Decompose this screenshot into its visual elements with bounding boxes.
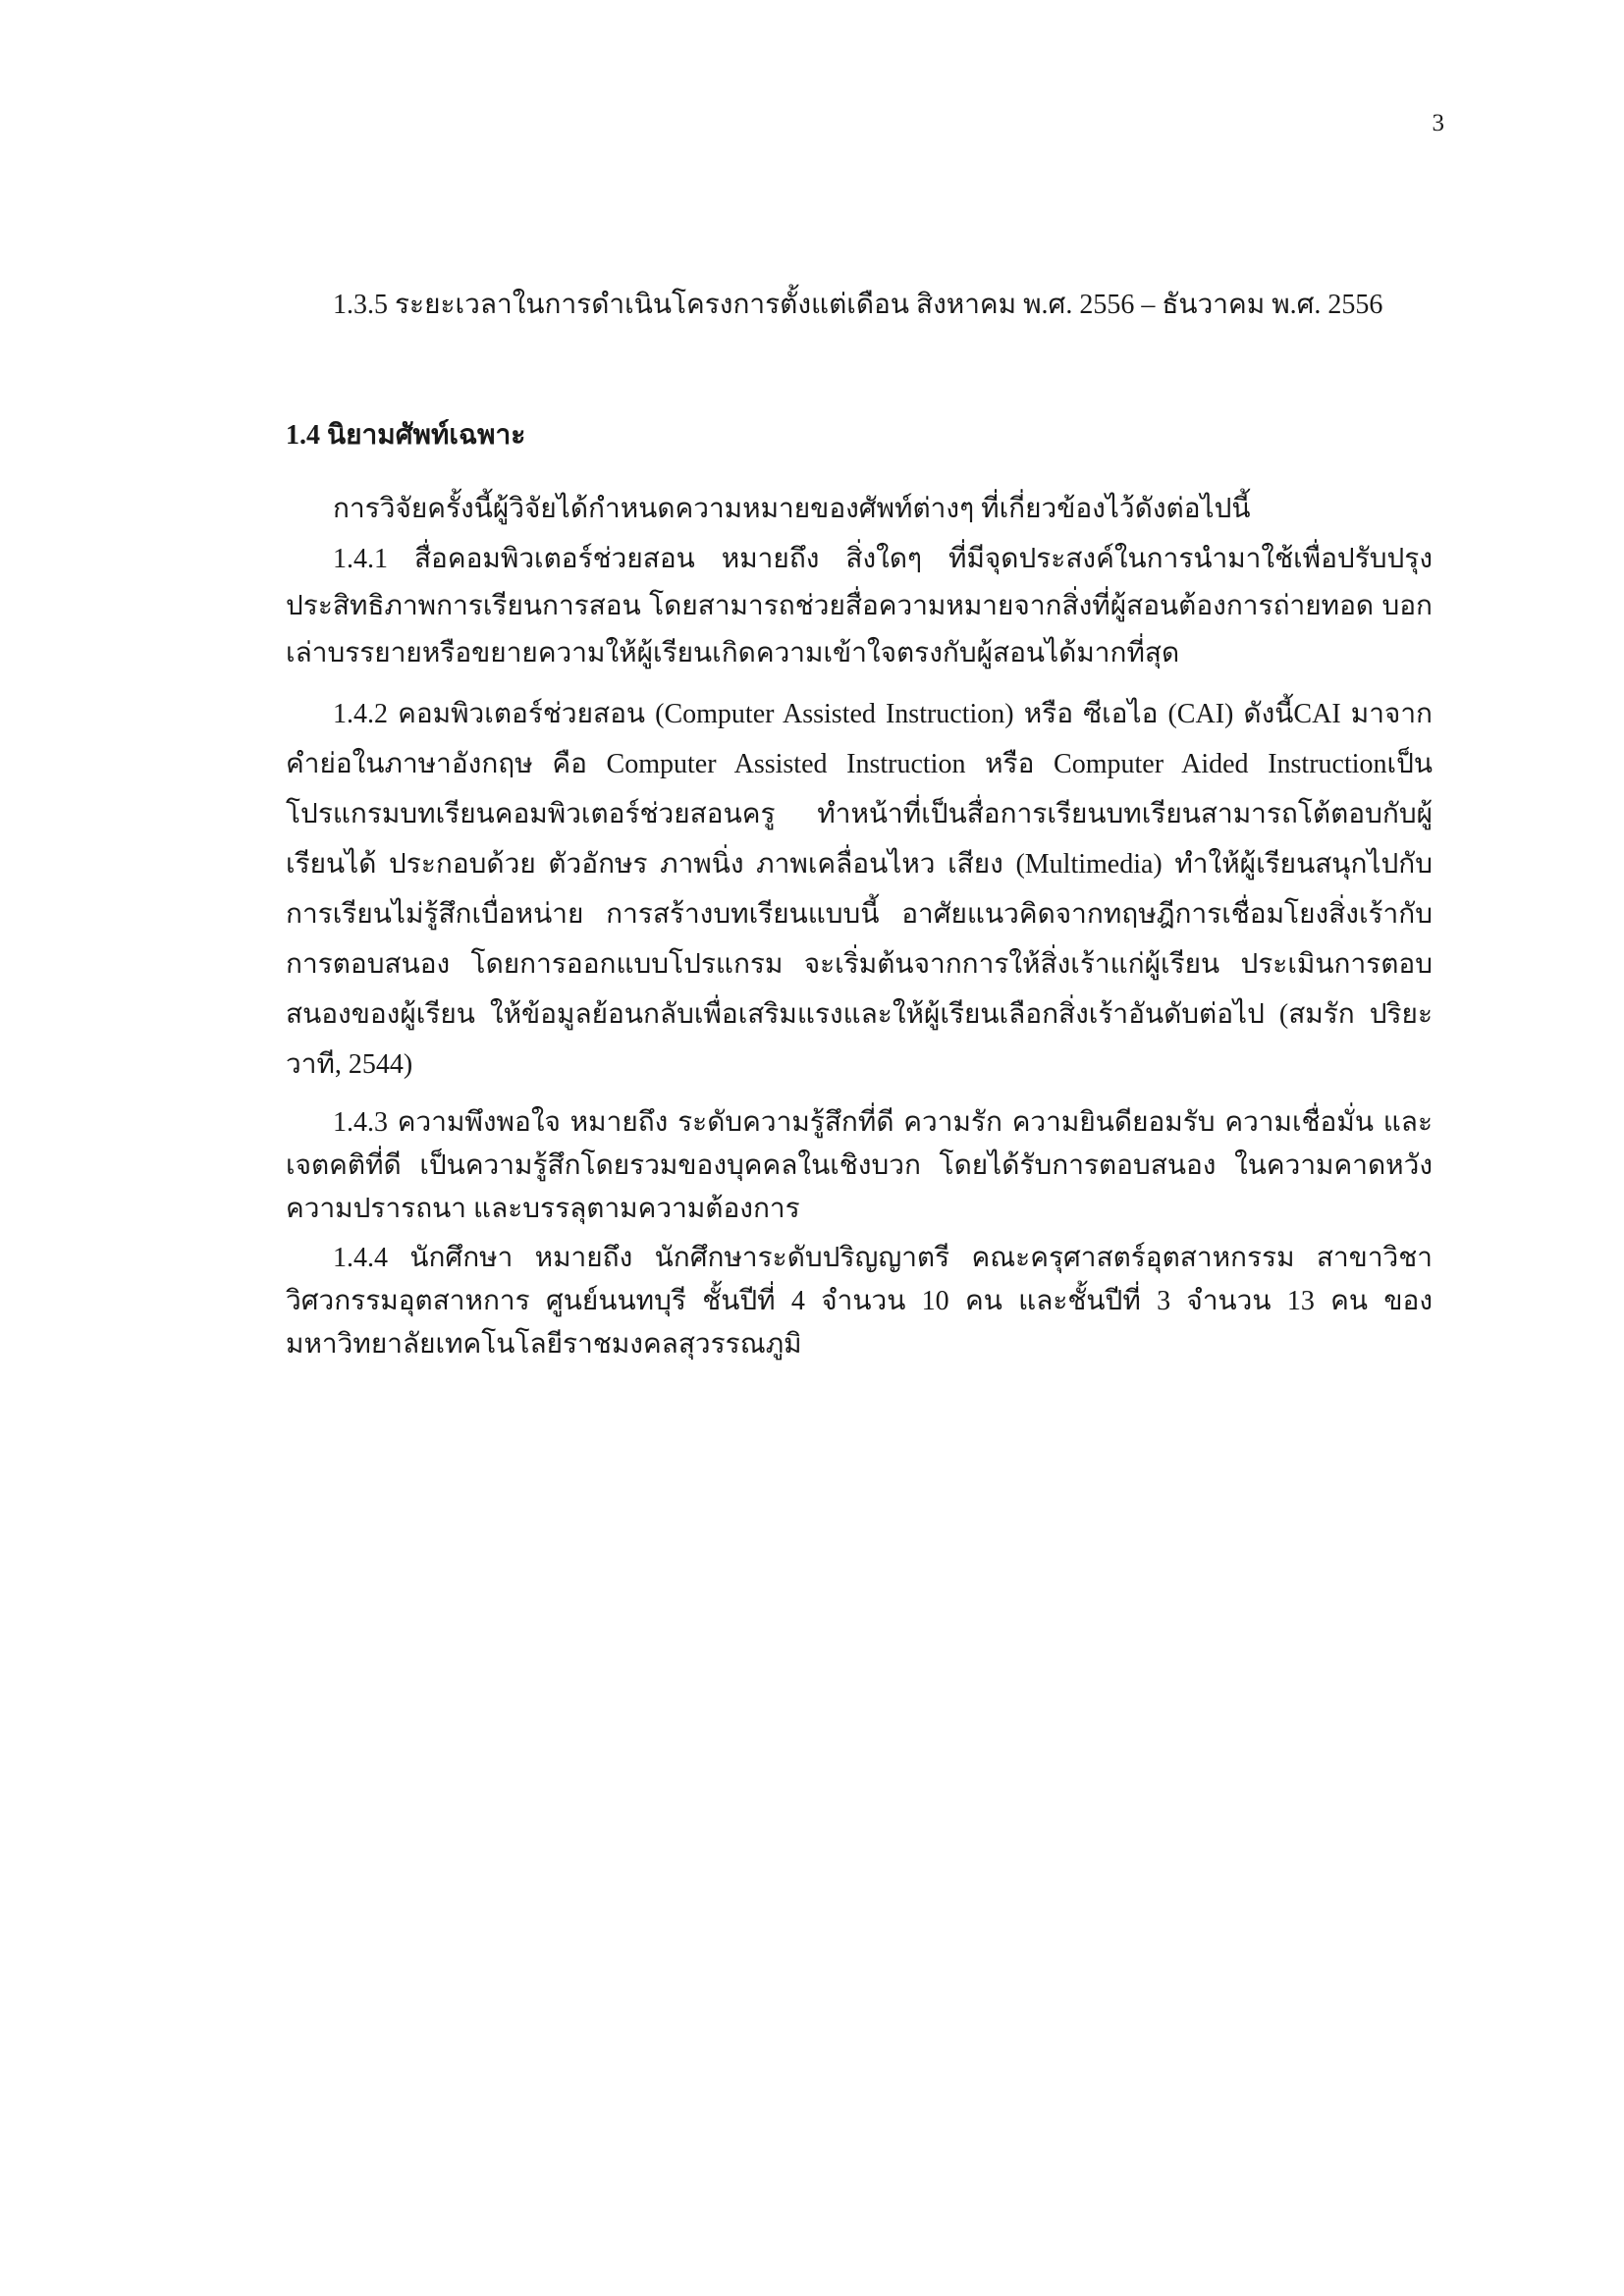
page-number: 3 [1432, 110, 1444, 136]
section-1-4-intro: การวิจัยครั้งนี้ผู้วิจัยได้กำหนดความหมายของศัพท์ต่างๆ ที่เกี่ยวข้องไว้ดังต่อไปนี้ [333, 494, 1251, 524]
section-1-3-5-paragraph: 1.3.5 ระยะเวลาในการดำเนินโครงการตั้งแต่เดือน สิงหาคม พ.ศ. 2556 – ธันวาคม พ.ศ. 2556 [333, 290, 1383, 320]
definition-1-4-4: 1.4.4 นักศึกษา หมายถึง นักศึกษาระดับปริญญาตรี คณะครุศาสตร์อุตสาหกรรม สาขาวิชาวิศวกรรมอุตสาหการ ศูนย์นนทบุรี ชั้นปีที่ 4 จำนวน 10 คน และชั้นปีที่ 3 จำนวน 13 คน ของมหาวิทยาลัยเทคโนโลยีราชมงคลสุวรรณภูมิ [286, 1243, 1433, 1360]
section-heading-1-4: 1.4 นิยามศัพท์เฉพาะ [286, 420, 526, 451]
definition-1-4-3: 1.4.3 ความพึงพอใจ หมายถึง ระดับความรู้สึกที่ดี ความรัก ความยินดียอมรับ ความเชื่อมั่น และเจตคติที่ดี เป็นความรู้สึกโดยรวมของบุคคลในเชิงบวก โดยได้รับการตอบสนอง ในความคาดหวัง ความปรารถนา และบรรลุตามความต้องการ [286, 1107, 1433, 1224]
definition-1-4-2: 1.4.2 คอมพิวเตอร์ช่วยสอน (Computer Assisted Instruction) หรือ ซีเอไอ (CAI) ดังนี้CAI มาจากคำย่อในภาษาอังกฤษ คือ Computer Assisted Instruction หรือ Computer Aided Instructionเป็นโปรแกรมบทเรียนคอมพิวเตอร์ช่วยสอนครู ทำหน้าที่เป็นสื่อการเรียนบทเรียนสามารถโต้ตอบกับผู้เรียนได้ ประกอบด้วย ตัวอักษร ภาพนิ่ง ภาพเคลื่อนไหว เสียง (Multimedia) ทำให้ผู้เรียนสนุกไปกับการเรียนไม่รู้สึกเบื่อหน่าย การสร้างบทเรียนแบบนี้ อาศัยแนวคิดจากทฤษฎีการเชื่อมโยงสิ่งเร้ากับการตอบสนอง โดยการออกแบบโปรแกรม จะเริ่มต้นจากการให้สิ่งเร้าแก่ผู้เรียน ประเมินการตอบสนองของผู้เรียน ให้ข้อมูลย้อนกลับเพื่อเสริมแรงและให้ผู้เรียนเลือกสิ่งเร้าอันดับต่อไป (สมรัก ปริยะวาที, 2544) [286, 699, 1433, 1080]
page-content [286, 285, 1433, 1366]
definition-1-4-1: 1.4.1 สื่อคอมพิวเตอร์ช่วยสอน หมายถึง สิ่งใดๆ ที่มีจุดประสงค์ในการนำมาใช้เพื่อปรับปรุงประสิทธิภาพการเรียนการสอน โดยสามารถช่วยสื่อความหมายจากสิ่งที่ผู้สอนต้องการถ่ายทอด บอกเล่าบรรยายหรือขยายความให้ผู้เรียนเกิดความเข้าใจตรงกับผู้สอนได้มากที่สุด [286, 544, 1433, 668]
